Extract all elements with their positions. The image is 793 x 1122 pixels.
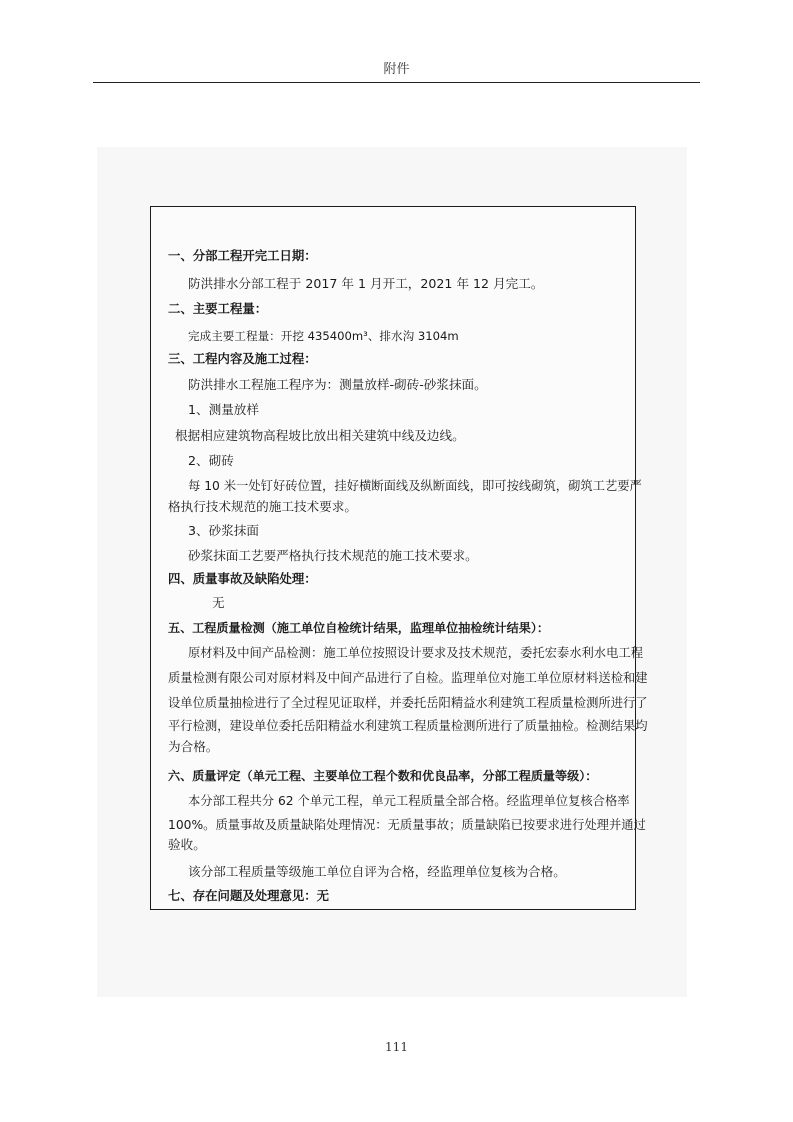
section-5-line3: 设单位质量抽检进行了全过程见证取样，并委托岳阳精益水利建筑工程质量检测所进行了 (168, 696, 648, 710)
section-3-item2-title: 2、砌砖 (188, 453, 234, 468)
page-header-title: 附件 (383, 62, 410, 77)
section-6-line3: 验收。 (168, 837, 206, 852)
section-6-line1: 本分部工程共分 62 个单元工程，单元工程质量全部合格。经监理单位复核合格率 (188, 794, 630, 808)
section-2-heading: 二、主要工程量： (168, 301, 268, 316)
section-5-heading: 五、工程质量检测（施工单位自检统计结果，监理单位抽检统计结果）： (168, 621, 549, 635)
section-4-heading: 四、质量事故及缺陷处理： (168, 571, 317, 586)
section-3-heading: 三、工程内容及施工过程： (168, 351, 317, 366)
section-3-item1-title: 1、测量放样 (188, 402, 259, 417)
section-3-item2-line1: 每 10 米一处钉好砖位置，挂好横断面线及纵断面线，即可按线砌筑，砌筑工艺要严 (188, 479, 642, 493)
section-6-line2: 100%。质量事故及质量缺陷处理情况：无质量事故；质量缺陷已按要求进行处理并通过 (168, 818, 646, 832)
section-5-line1: 原材料及中间产品检测：施工单位按照设计要求及技术规范，委托宏泰水利水电工程 (188, 646, 643, 660)
page-number: 111 (385, 1040, 408, 1054)
section-6-heading: 六、质量评定（单元工程、主要单位工程个数和优良品率，分部工程质量等级）： (168, 769, 598, 783)
section-1-text: 防洪排水分部工程于 2017 年 1 月开工，2021 年 12 月完工。 (188, 276, 544, 291)
section-1-heading: 一、分部工程开完工日期： (168, 248, 317, 263)
section-7-heading: 七、存在问题及处理意见：无 (168, 888, 330, 903)
section-5-line5: 为合格。 (168, 739, 219, 754)
section-5-line2: 质量检测有限公司对原材料及中间产品进行了自检。监理单位对施工单位原材料送检和建 (168, 671, 648, 685)
section-3-item1-text: 根据相应建筑物高程坡比放出相关建筑中线及边线。 (175, 428, 465, 443)
section-5-line4: 平行检测，建设单位委托岳阳精益水利建筑工程质量检测所进行了质量抽检。检测结果均 (168, 719, 648, 733)
section-2-text: 完成主要工程量：开挖 435400m³、排水沟 3104m (188, 329, 459, 343)
section-3-item3-title: 3、砂浆抹面 (188, 523, 259, 538)
section-6-line4: 该分部工程质量等级施工单位自评为合格，经监理单位复核为合格。 (188, 864, 566, 879)
section-3-intro: 防洪排水工程施工程序为：测量放样-砌砖-砂浆抹面。 (188, 377, 487, 392)
section-3-item2-line2: 格执行技术规范的施工技术要求。 (168, 499, 357, 514)
header-divider (93, 82, 700, 83)
section-4-text: 无 (212, 595, 225, 610)
section-3-item3-text: 砂浆抹面工艺要严格执行技术规范的施工技术要求。 (188, 548, 478, 563)
